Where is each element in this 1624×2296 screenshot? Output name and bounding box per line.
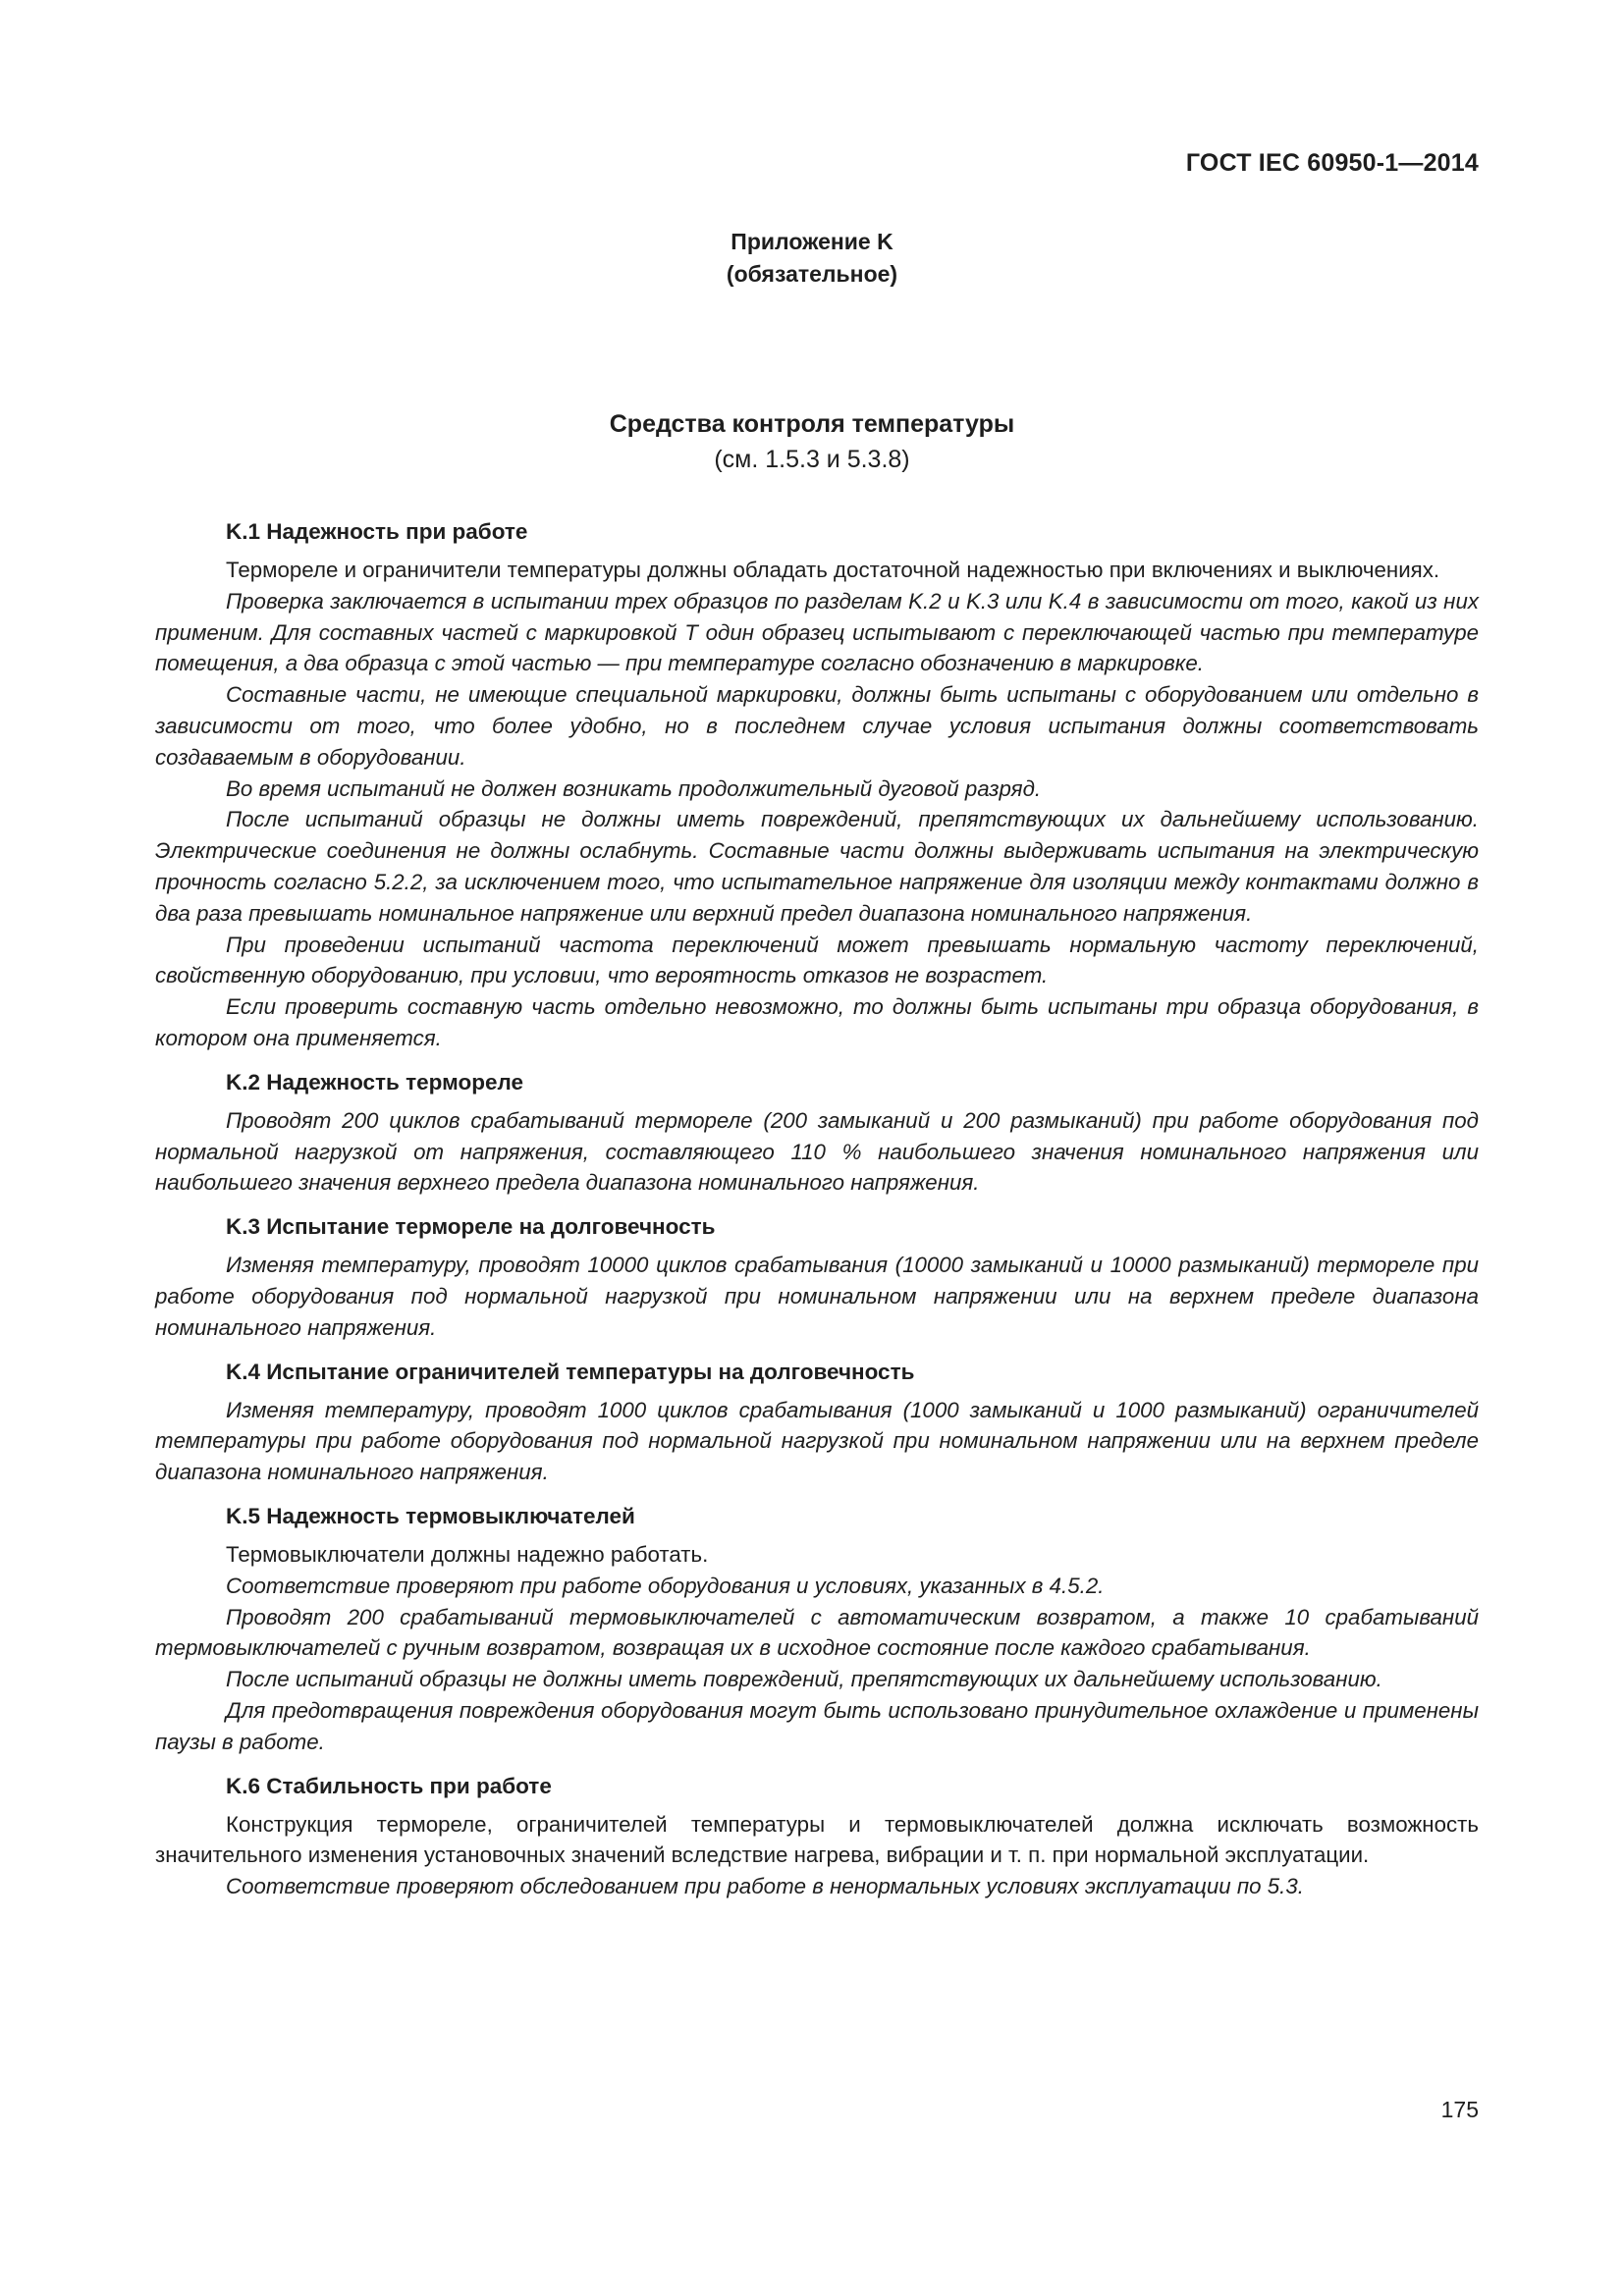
section [155, 516, 1479, 1054]
section-heading: K.6 Стабильность при работе [226, 1773, 552, 1798]
section [155, 1357, 1479, 1488]
paragraph: Изменяя температуру, проводят 10000 циклов срабатывания (10000 замыканий и 10000 размыканий) термореле при работе оборудования под нормальной нагрузкой при номинальном напряжении или на верхнем пределе диапазона номинального напряжения. [155, 1253, 1479, 1340]
paragraph: Соответствие проверяют при работе оборудования и условиях, указанных в 4.5.2. [226, 1573, 1105, 1598]
section [155, 1067, 1479, 1199]
section-heading: K.3 Испытание термореле на долговечность [226, 1214, 716, 1240]
page-number: 175 [1440, 2097, 1479, 2122]
annex-title-reference: (см. 1.5.3 и 5.3.8) [714, 446, 910, 473]
paragraph: Проверка заключается в испытании трех образцов по разделам K.2 и K.3 или K.4 в зависимости от того, какой из них применим. Для составных частей с маркировкой T один образец испытывают с переключающей частью при температуре помещения, а два образца с этой частью — при температуре согласно обозначению в маркировке. [155, 588, 1479, 676]
paragraph: Соответствие проверяют обследованием при работе в ненормальных условиях эксплуатации по 5.3. [226, 1874, 1304, 1899]
paragraph: Проводят 200 срабатываний термовыключателей с автоматическим возвратом, а также 10 срабатываний термовыключателей с ручным возвратом, возвращая их в исходное состояние после каждого срабатывания. [155, 1604, 1479, 1661]
section-heading: K.4 Испытание ограничителей температуры на долговечность [226, 1359, 915, 1384]
paragraph: Составные части, не имеющие специальной маркировки, должны быть испытаны с оборудованием или отдельно в зависимости от того, что более удобно, но в последнем случае условия испытания должны соответствовать создаваемым в оборудовании. [155, 682, 1479, 770]
annex-title-main: Средства контроля температуры [609, 410, 1015, 438]
section-heading: K.5 Надежность термовыключателей [226, 1503, 635, 1528]
document-code: ГОСТ IEC 60950-1—2014 [1185, 149, 1479, 177]
paragraph: Для предотвращения повреждения оборудования могут быть использовано принудительное охлаждение и применены паузы в работе. [155, 1697, 1479, 1754]
section [155, 1501, 1479, 1758]
section-heading: K.2 Надежность термореле [226, 1069, 523, 1095]
paragraph: Термовыключатели должны надежно работать. [226, 1541, 709, 1567]
paragraph: После испытаний образцы не должны иметь повреждений, препятствующих их дальнейшему использованию. [226, 1667, 1382, 1692]
annex-label: Приложение K [731, 229, 893, 254]
document-body [155, 516, 1479, 1915]
paragraph: При проведении испытаний частота переключений может превышать нормальную частоту переключений, свойственную оборудованию, при условии, что вероятность отказов не возрастет. [155, 932, 1479, 988]
annex-status: (обязательное) [726, 261, 898, 287]
section-heading: K.1 Надежность при работе [226, 519, 528, 544]
section [155, 1211, 1479, 1343]
paragraph: Во время испытаний не должен возникать продолжительный дуговой разряд. [226, 775, 1042, 801]
annex-heading [0, 226, 1624, 291]
paragraph: Проводят 200 циклов срабатываний термореле (200 замыканий и 200 размыканий) при работе оборудования под нормальной нагрузкой от напряжения, составляющего 110 % наибольшего значения номинального напряжения или наибольшего значения верхнего предела диапазона номинального напряжения. [155, 1107, 1479, 1196]
section [155, 1771, 1479, 1902]
paragraph: После испытаний образцы не должны иметь повреждений, препятствующих их дальнейшему использованию. Электрические соединения не должны ослабнуть. Составные части должны выдерживать испытания на электрическую прочность согласно 5.2.2, за исключением того, что испытательное напряжение для изоляции между контактами должно в два раза превышать номинальное напряжение или верхний предел диапазона номинального напряжения. [155, 807, 1479, 926]
paragraph: Термореле и ограничители температуры должны обладать достаточной надежностью при включениях и выключениях. [226, 558, 1440, 582]
paragraph: Изменяя температуру, проводят 1000 циклов срабатывания (1000 замыканий и 1000 размыканий) ограничителей температуры при работе оборудования под нормальной нагрузкой при номинальном напряжении или на верхнем пределе диапазона номинального напряжения. [155, 1397, 1479, 1485]
paragraph: Если проверить составную часть отдельно невозможно, то должны быть испытаны три образца оборудования, в котором она применяется. [155, 994, 1479, 1050]
paragraph: Конструкция термореле, ограничителей температуры и термовыключателей должна исключать возможность значительного изменения установочных значений вследствие нагрева, вибрации и т. п. при нормальной эксплуатации. [155, 1811, 1479, 1868]
annex-title [0, 406, 1624, 477]
